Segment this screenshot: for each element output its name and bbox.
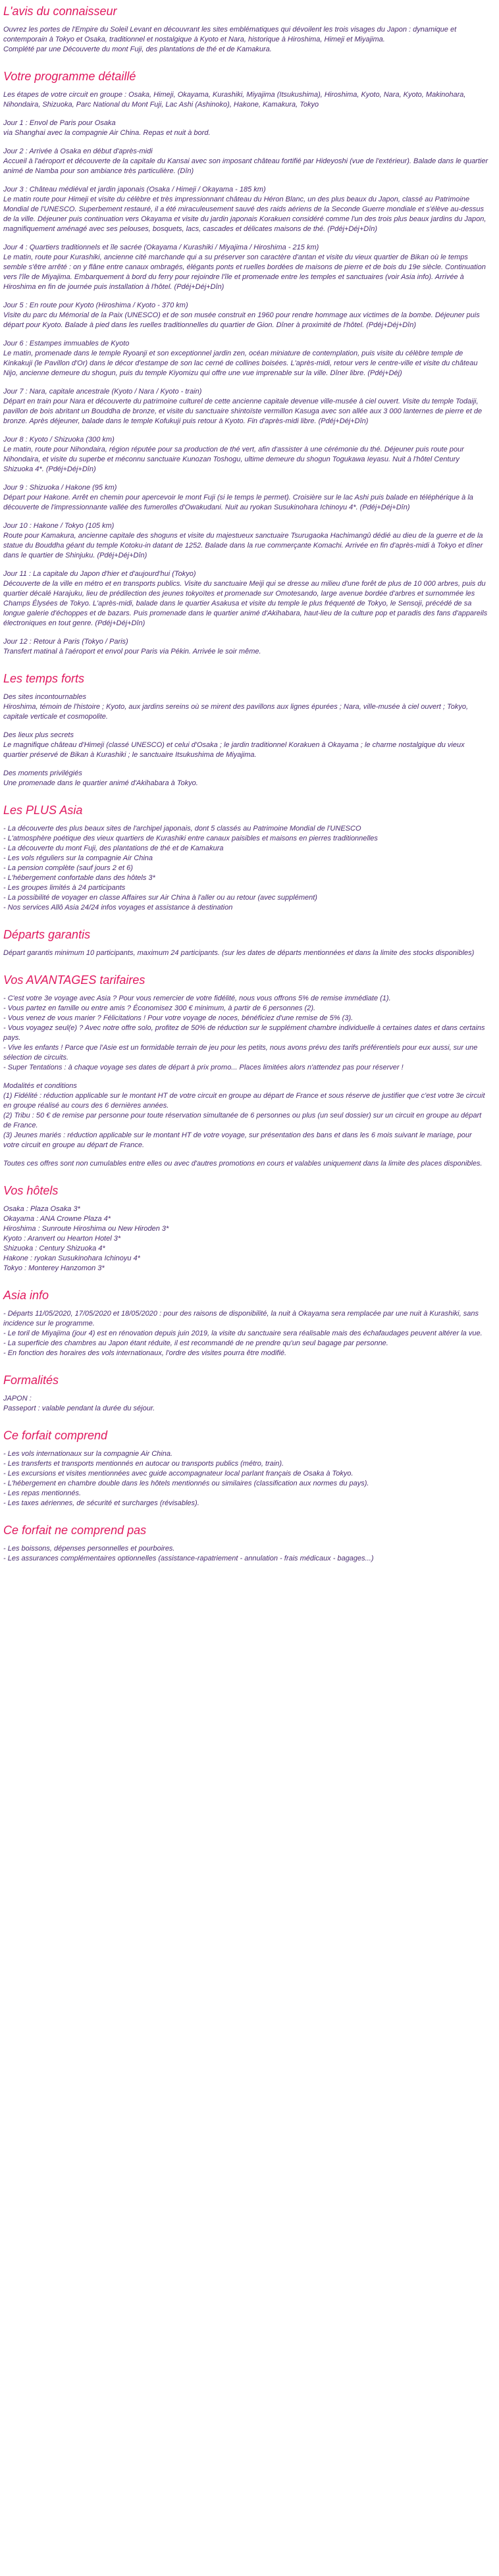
day-title: Jour 9 : Shizuoka / Hakone (95 km) [3,484,117,492]
list-item: - Vive les enfants ! Parce que l'Asie est un formidable terrain de jeu pour les petits, nous avons prévu des tarifs préférentiels pour eux aussi, sur une sélection de circuits. [3,1044,478,1062]
list-item: Passeport : valable pendant la durée du séjour. [3,1404,155,1412]
list-item: JAPON : [3,1395,32,1403]
spacer [3,1073,490,1081]
day-title: Jour 5 : En route pour Kyoto (Hiroshima / Kyoto - 370 km) [3,301,188,309]
day-item [3,387,490,426]
day-item [3,521,490,561]
section-hotels [3,1183,490,1274]
section-title: Les PLUS Asia [3,804,83,817]
section-plus-asia [3,803,490,913]
day-text: Transfert matinal à l'aéroport et envol pour Paris via Pékin. Arrivée le soir même. [3,648,261,656]
hotel-item: Hakone : ryokan Susukinohara Ichinoyu 4* [3,1254,140,1262]
day-title: Jour 4 : Quartiers traditionnels et île sacrée (Okayama / Kurashiki / Miyajima / Hiroshima - 215 km) [3,244,319,251]
section-title: Ce forfait ne comprend pas [3,1524,147,1537]
list-item: - Les groupes limités à 24 participants [3,884,126,892]
hotel-item: Okayama : ANA Crowne Plaza 4* [3,1215,111,1223]
day-item [3,118,490,138]
section-title: Asia info [3,1289,49,1302]
section-title: Vos AVANTAGES tarifaires [3,973,145,987]
day-text: Départ pour Hakone. Arrêt en chemin pour apercevoir le mont Fuji (si le temps le permet). Croisière sur le lac Ashi puis balade en téléphérique à la découverte de l'impressionnante vallée des fumerolles d'Owakudani. Nuit au ryokan Susukinohara Ichinoyu 4*. (Pdéj+Déj+Dîn) [3,494,473,511]
highlight-group [3,769,490,788]
list-item: - Vous venez de vous marier ? Félicitations ! Pour votre voyage de noces, bénéficiez d'une remise de 5% (3). [3,1014,354,1022]
programme-intro [3,90,490,110]
day-item [3,301,490,330]
day-title: Jour 2 : Arrivée à Osaka en début d'après-midi [3,147,153,155]
day-item [3,147,490,176]
list-item: - Le toril de Miyajima (jour 4) est en rénovation depuis juin 2019, la visite du sanctuaire sera réalisable mais des échafaudages peuvent altérer la vue. [3,1329,483,1337]
day-text: Départ en train pour Nara et découverte du patrimoine culturel de cette ancienne capitale devenue ville-musée à ciel ouvert. Visite du temple Todaiji, pavillon de bois abritant un Bouddha de bronze, et visite du sanctuaire shintoïste vermillon Kasuga avec son allée aux 3 000 lanternes de pierre et de bronze. Après déjeuner, balade dans le temple Kofukuji puis retour à Kyoto. Fin d'après-midi libre. (Pdéj+Déj+Dîn) [3,398,483,425]
day-title: Jour 8 : Kyoto / Shizuoka (300 km) [3,436,115,444]
list-item: - Vous voyagez seul(e) ? Avec notre offre solo, profitez de 50% de réduction sur le supplément chambre individuelle à certaines dates et dans certains pays. [3,1024,485,1042]
hotel-item: Hiroshima : Sunroute Hiroshima ou New Hiroden 3* [3,1225,169,1233]
section-avantages [3,973,490,1169]
highlight-group [3,731,490,760]
section-asia-info [3,1288,490,1358]
day-item [3,185,490,234]
list-item: - Nos services Allô Asia 24/24 infos voyages et assistance à destination [3,904,233,912]
condition-item: (3) Jeunes mariés : réduction applicable sur le montant HT de votre voyage, sur présentation des bans et dans les 6 mois suivant le mariage, pour votre circuit en groupe au départ de France. [3,1131,472,1149]
group-text: Hiroshima, témoin de l'histoire ; Kyoto, aux jardins sereins où se mirent des pavillons aux lignes épurées ; Nara, ville-musée à ciel ouvert ; Tokyo, capitale verticale et cosmopolite. [3,703,469,721]
hotel-item: Shizuoka : Century Shizuoka 4* [3,1245,105,1252]
day-text: Route pour Kamakura, ancienne capitale des shoguns et visite du majestueux sanctuaire Tsurugaoka Hachimangû dédié au dieu de la guerre et de la statue du Bouddha géant du temple Kotoku-in datant de 1252. Balade dans la rue commerçante Komachi. Arrivée en fin d'après-midi à Tokyo et dîner dans le quartier de Shinjuku. (Pdéj+Déj+Dîn) [3,532,483,559]
paragraph: Départ garantis minimum 10 participants, maximum 24 participants. (sur les dates de départs mentionnées et dans la limite des stocks disponibles) [3,949,475,957]
section-programme [3,69,490,657]
group-heading: Des lieux plus secrets [3,731,74,739]
section-title: Départs garantis [3,928,91,941]
day-text: Le matin route pour Himeji et visite du célèbre et très impressionnant château du Héron Blanc, un des plus beaux du Japon, classé au Patrimoine Mondial de l'UNESCO. Superbement restauré, il a été miraculeusement sauvé des raids aériens de la Seconde Guerre mondiale et s'élève au-dessus de la ville. Déjeuner puis continuation vers Okayama et visite du jardin japonais Korakuen considéré comme l'un des trois plus beaux jardins du Japon, magnifiquement aménagé avec ses pelouses, bosquets, lacs, cascades et délicates maisons de thé. (Pdéj+Déj+Dîn) [3,195,486,233]
section-title: Formalités [3,1374,59,1387]
section-ne-comprend-pas [3,1523,490,1564]
list-item: - La superficie des chambres au Japon étant réduite, il est recommandé de ne prendre qu'un seul bagage par personne. [3,1339,388,1347]
day-text: Le matin, route pour Nihondaira, région réputée pour sa production de thé vert, afin d'assister à une cérémonie du thé. Déjeuner puis route pour Nihondaira, et visite du superbe et méconnu sanctuaire Kunozan Toshogu, ultime demeure du shogun Togukawa Ieyasu. Nuit à l'hôtel Century Shizuoka 4*. (Pdéj+Déj+Dîn) [3,446,464,473]
group-text: Le magnifique château d'Himeji (classé UNESCO) et celui d'Osaka ; le jardin traditionnel Korakuen à Okayama ; le charme nostalgique du vieux quartier préservé de Bikan à Kurashiki ; le sanctuaire Itsukushima de Miyajima. [3,741,465,759]
day-title: Jour 7 : Nara, capitale ancestrale (Kyoto / Nara / Kyoto - train) [3,388,202,396]
section-title: Les temps forts [3,672,85,685]
condition-item: (1) Fidélité : réduction applicable sur le montant HT de votre circuit en groupe au départ de France et sous réserve de justifier que c'est votre 3e circuit en groupe réalisé au cours des 6 dernières années. [3,1092,485,1110]
day-title: Jour 6 : Estampes immuables de Kyoto [3,340,130,348]
day-title: Jour 12 : Retour à Paris (Tokyo / Paris) [3,638,128,646]
day-item [3,435,490,475]
list-item: - L'atmosphère poétique des vieux quartiers de Kurashiki entre canaux paisibles et maisons en pierres traditionnelles [3,835,378,842]
list-item: - Les assurances complémentaires optionnelles (assistance-rapatriement - annulation - frais médicaux - bagages...) [3,1555,374,1562]
paragraph: Ouvrez les portes de l'Empire du Soleil Levant en découvrant les sites emblématiques qui dévoilent les trois visages du Japon : dynamique et contemporain à Tokyo et Osaka, traditionnel et nostalgique à Kyoto et Nara, historique à Hiroshima, Himeji et Miyajima. [3,26,457,43]
list-item: - Les vols internationaux sur la compagnie Air China. [3,1450,173,1458]
section-temps-forts [3,671,490,788]
section-departs [3,927,490,958]
list-item: - Les vols réguliers sur la compagnie Air China [3,854,153,862]
section-title: Votre programme détaillé [3,70,136,83]
list-item: - La pension complète (sauf jours 2 et 6) [3,864,133,872]
list-item: - La découverte des plus beaux sites de l'archipel japonais, dont 5 classés au Patrimoine Mondial de l'UNESCO [3,825,361,833]
hotel-item: Tokyo : Monterey Hanzomon 3* [3,1264,105,1272]
day-text: Le matin, route pour Kurashiki, ancienne cité marchande qui a su préserver son caractère d'antan et visite du vieux quartier de Bikan où le temps semble s'être arrêté : on y flâne entre canaux ombragés, élégants ponts et ruelles bordées de maisons de pierre et de bois du 19e siècle. Continuation vers l'île de Miyajima. Embarquement à bord du ferry pour rejoindre l'île et promenade entre les temples et sanctuaires (voir Asia info). Arrivée à Hiroshima en fin de journée puis installation à l'hôtel. (Pdéj+Déj+Dîn) [3,253,486,291]
spacer [3,1150,490,1159]
list-item: - Vous partez en famille ou entre amis ? Économisez 300 € minimum, à partir de 6 personnes (2). [3,1004,316,1012]
day-title: Jour 10 : Hakone / Tokyo (105 km) [3,522,115,530]
day-title: Jour 3 : Château médiéval et jardin japonais (Osaka / Himeji / Okayama - 185 km) [3,186,266,193]
list-item: - L'hébergement en chambre double dans les hôtels mentionnés ou similaires (classification aux normes du pays). [3,1480,369,1487]
list-item: - Départs 11/05/2020, 17/05/2020 et 18/05/2020 : pour des raisons de disponibilité, la nuit à Okayama sera remplacée par une nuit à Kurashiki, sans incidence sur le programme. [3,1310,479,1327]
list-item: - En fonction des horaires des vols internationaux, l'ordre des visites pourra être modifié. [3,1349,287,1357]
list-item: - Les boissons, dépenses personnelles et pourboires. [3,1545,175,1553]
section-title: Ce forfait comprend [3,1429,108,1442]
list-item: - Les taxes aériennes, de sécurité et surcharges (révisables). [3,1499,199,1507]
list-item: - La découverte du mont Fuji, des plantations de thé et de Kamakura [3,844,224,852]
list-item: - La possibilité de voyager en classe Affaires sur Air China à l'aller ou au retour (avec supplément) [3,894,317,902]
list-item: - Les transferts et transports mentionnés en autocar ou transports publics (métro, train). [3,1460,284,1468]
day-item [3,637,490,657]
day-title: Jour 1 : Envol de Paris pour Osaka [3,119,116,127]
list-item: - C'est votre 3e voyage avec Asia ? Pour vous remercier de votre fidélité, nous vous offrons 5% de remise immédiate (1). [3,994,391,1002]
day-item [3,243,490,292]
section-formalites [3,1373,490,1414]
list-item: - Les repas mentionnés. [3,1489,82,1497]
list-item: - Super Tentations : à chaque voyage ses dates de départ à prix promo... Places limitées alors n'attendez pas pour réserver ! [3,1064,404,1071]
list-item: - Les excursions et visites mentionnées avec guide accompagnateur local parlant français de Osaka à Tokyo. [3,1470,354,1478]
day-text: Découverte de la ville en métro et en transports publics. Visite du sanctuaire Meiji qui se dresse au milieu d'une forêt de plus de 10 000 arbres, puis du quartier décalé Harajuku, lieu de prédilection des jeunes tokyoïtes et promenade sur Omotesando, large avenue bordée d'arbres et surnommée les Champs Élysées de Tokyo. L'après-midi, balade dans le quartier Asakusa et visite du temple le plus fréquenté de Tokyo, le Sensoji, précédé de sa longue galerie d'échoppes et de bazars. Puis promenade dans le quartier animé d'Akihabara, haut-lieu de la culture pop et paradis des fans d'appareils électroniques en tout genre. (Pdéj+Déj+Dîn) [3,580,488,627]
group-heading: Des sites incontournables [3,693,86,701]
conditions-title: Modalités et conditions [3,1082,77,1090]
day-item [3,483,490,513]
offers-footer: Toutes ces offres sont non cumulables entre elles ou avec d'autres promotions en cours et valables uniquement dans la limite des places disponibles. [3,1160,483,1168]
list-item: - L'hébergement confortable dans des hôtels 3* [3,874,155,882]
day-item [3,569,490,629]
section-comprend [3,1428,490,1508]
day-text: via Shanghai avec la compagnie Air China. Repas et nuit à bord. [3,129,211,137]
condition-item: (2) Tribu : 50 € de remise par personne pour toute réservation simultanée de 6 personnes ou plus (un seul dossier) sur un circuit en groupe au départ de France. [3,1112,482,1129]
section-avis [3,4,490,55]
hotel-item: Osaka : Plaza Osaka 3* [3,1205,80,1213]
hotel-item: Kyoto : Aranvert ou Hearton Hotel 3* [3,1235,121,1243]
highlight-group [3,692,490,722]
day-title: Jour 11 : La capitale du Japon d'hier et d'aujourd'hui (Tokyo) [3,570,196,578]
day-text: Le matin, promenade dans le temple Ryoanji et son exceptionnel jardin zen, océan miniature de contemplation, puis visite du célèbre temple de Kinkakuji (le Pavillon d'Or) dans le décor d'estampe de son lac cerné de collines boisées. L'après-midi, retour vers le centre-ville et visite du château Nijo, ancienne demeure du shogun, puis du temple Kiyomizu qui offre une vue imprenable sur la ville. Dîner libre. (Pdéj+Déj) [3,349,478,377]
group-text: Une promenade dans le quartier animé d'Akihabara à Tokyo. [3,779,198,787]
day-text: Accueil à l'aéroport et découverte de la capitale du Kansai avec son imposant château fortifié par Hideyoshi (vue de l'extérieur). Balade dans le quartier animé de Namba pour son ambiance très particulière. (Dîn) [3,157,488,175]
day-text: Visite du parc du Mémorial de la Paix (UNESCO) et de son musée construit en 1960 pour rendre hommage aux victimes de la bombe. Déjeuner puis départ pour Kyoto. Balade à pied dans les ruelles traditionnelles du quartier de Gion. Dîner à proximité de l'hôtel. (Pdéj+Déj+Dîn) [3,311,480,329]
group-heading: Des moments privilégiés [3,769,82,777]
paragraph: Complété par une Découverte du mont Fuji, des plantations de thé et de Kamakura. [3,45,272,53]
paragraph: Les étapes de votre circuit en groupe : Osaka, Himeji, Okayama, Kurashiki, Miyajima (Itsukushima), Hiroshima, Kyoto, Nara, Kyoto, Makinohara, Nihondaira, Shizuoka, Parc National du Mont Fuji, Lac Ashi (Ashinoko), Hakone, Kamakura, Tokyo [3,91,466,109]
day-item [3,339,490,378]
section-title: L'avis du connaisseur [3,5,117,18]
section-title: Vos hôtels [3,1184,59,1197]
